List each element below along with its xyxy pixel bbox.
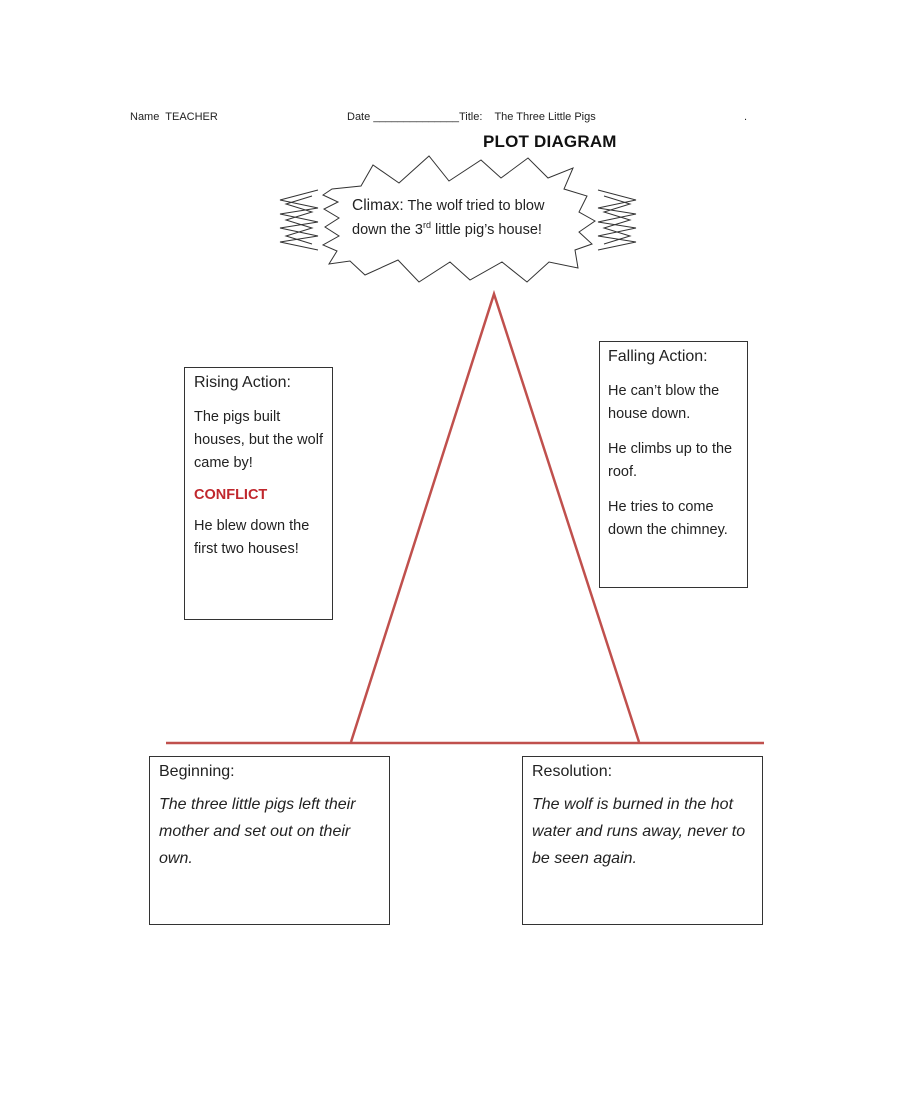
date-blank: ______________ <box>373 111 459 123</box>
date-label: Date <box>347 111 371 123</box>
falling-action-heading: Falling Action: <box>608 348 708 365</box>
climax-line2-pre: down the 3 <box>352 222 423 238</box>
climax-right-lines <box>598 190 636 250</box>
resolution-text: The wolf is burned in the hot water and runs away, never to be seen again. <box>532 796 746 867</box>
title-label: Title: <box>458 111 483 123</box>
climax-label: Climax: <box>352 197 404 214</box>
beginning-text: The three little pigs left their mother and set out on their own. <box>159 796 356 867</box>
plot-triangle <box>351 294 639 742</box>
rising-action-text2: He blew down the first two houses! <box>194 518 310 557</box>
climax-left-lines <box>280 190 318 250</box>
climax-line2-sup: rd <box>422 220 431 231</box>
climax-line1: The wolf tried to blow <box>407 198 545 214</box>
page-title: PLOT DIAGRAM <box>483 132 617 151</box>
climax-line2-post: little pig’s house! <box>430 222 542 238</box>
beginning-box <box>149 756 390 925</box>
climax-text <box>352 194 592 242</box>
name-label: Name <box>130 111 160 123</box>
falling-action-item: He climbs up to the roof. <box>608 441 733 480</box>
resolution-box <box>522 756 763 925</box>
falling-action-item: He tries to come down the chimney. <box>608 499 728 538</box>
resolution-heading: Resolution: <box>532 763 613 780</box>
title-value: The Three Little Pigs <box>494 111 596 123</box>
conflict-label: CONFLICT <box>194 487 268 503</box>
beginning-heading: Beginning: <box>159 763 235 780</box>
name-value: TEACHER <box>165 111 218 123</box>
rising-action-heading: Rising Action: <box>194 374 291 391</box>
falling-action-box <box>599 341 748 588</box>
falling-action-item: He can’t blow the house down. <box>608 383 720 422</box>
rising-action-box <box>184 367 333 620</box>
rising-action-text1: The pigs built houses, but the wolf came by! <box>194 409 323 471</box>
header-mark: . <box>744 111 748 123</box>
